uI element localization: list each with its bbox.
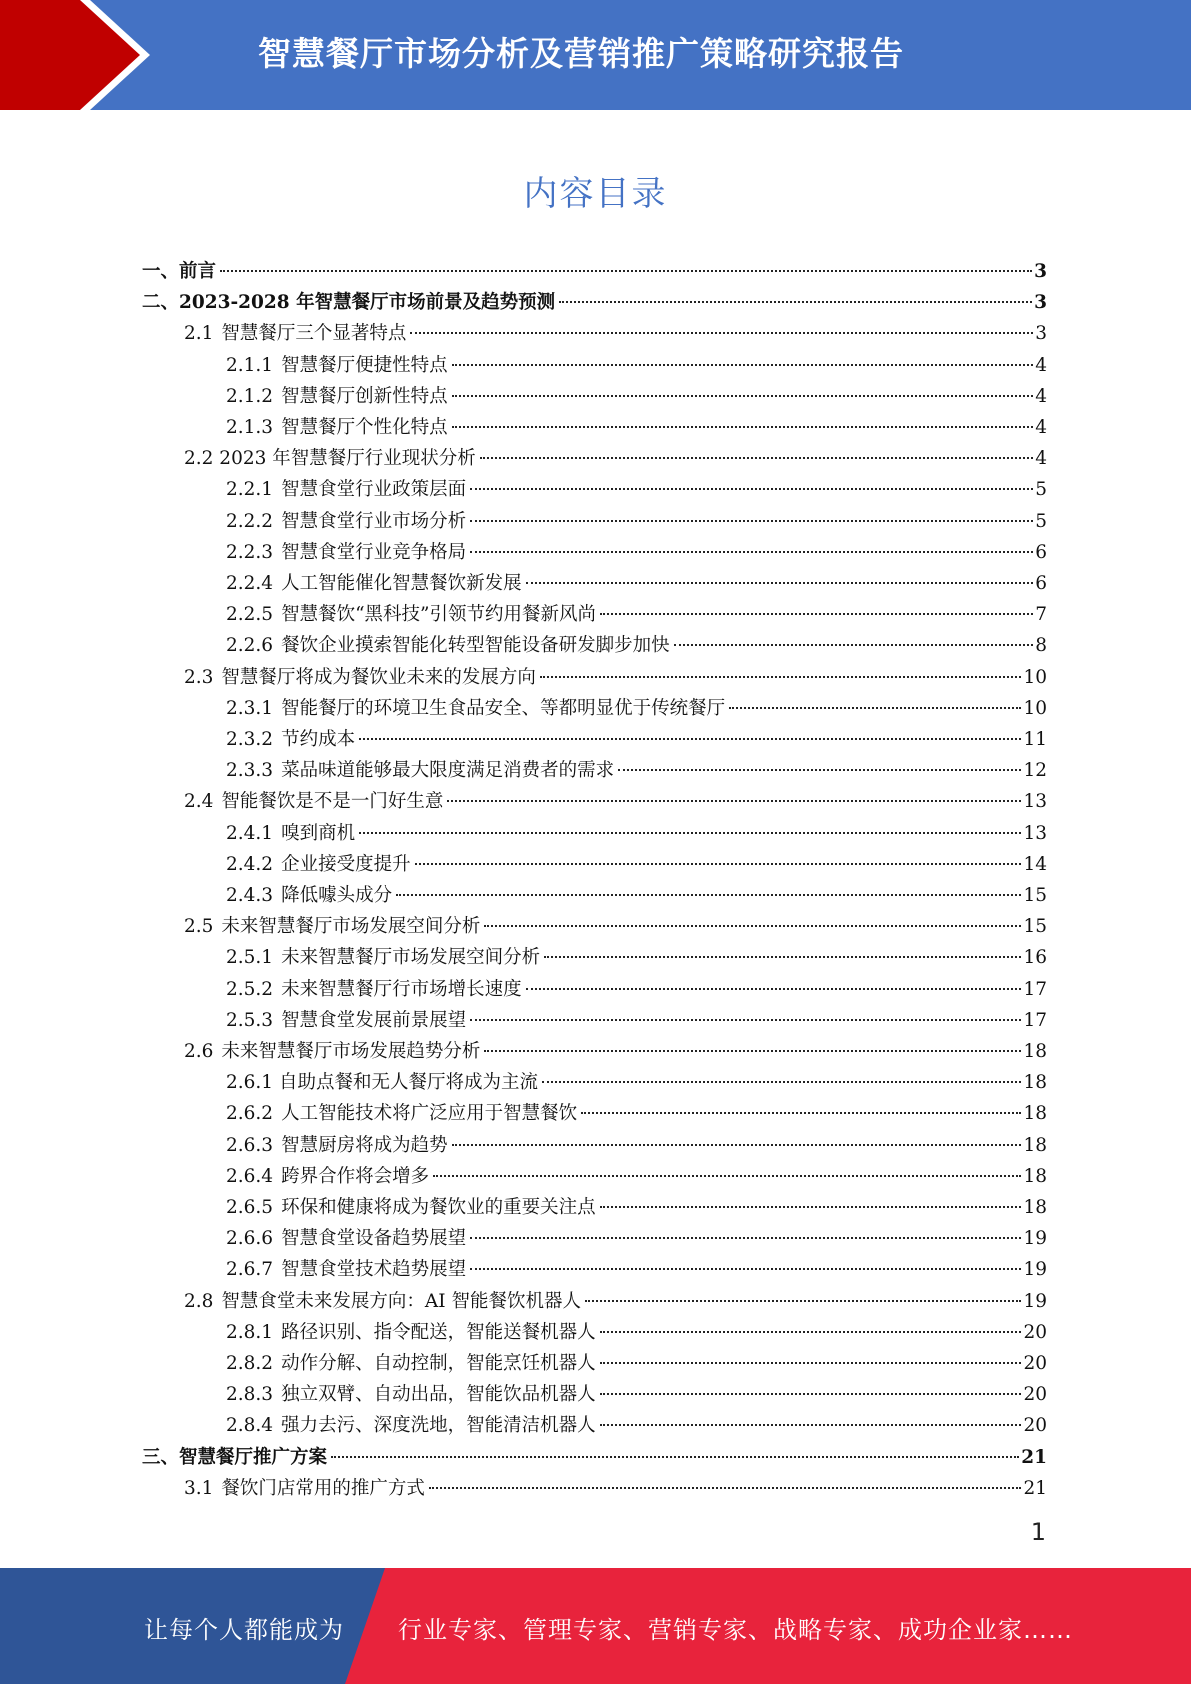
dot-leader bbox=[729, 707, 1021, 709]
toc-entry-number: 2.6.3 bbox=[226, 1134, 274, 1156]
toc-entry[interactable] bbox=[226, 412, 1047, 443]
toc-entry-number: 2.4.2 bbox=[226, 853, 274, 875]
toc-entry-number: 2.4.3 bbox=[226, 885, 274, 906]
toc-entry-number: 2.5.2 bbox=[226, 978, 274, 1000]
toc-entry-title: 智慧食堂行业竞争格局 bbox=[281, 541, 467, 563]
toc-entry-title: 未来智慧餐厅市场发展空间分析 bbox=[281, 947, 541, 969]
toc-entry[interactable] bbox=[226, 1005, 1047, 1036]
toc-entry[interactable] bbox=[226, 1067, 1047, 1098]
dot-leader bbox=[452, 395, 1034, 397]
toc-entry-page: 10 bbox=[1023, 666, 1047, 688]
report-title: 智慧餐厅市场分析及营销推广策略研究报告 bbox=[258, 34, 904, 73]
toc-entry-number: 2.5.3 bbox=[226, 1009, 274, 1031]
toc-entry-title: 强力去污、深度洗地，智能清洁机器人 bbox=[281, 1415, 596, 1437]
toc-entry[interactable] bbox=[226, 599, 1047, 630]
toc-entry-number: 2.3.2 bbox=[226, 729, 274, 750]
toc-entry-number: 2.8 bbox=[184, 1290, 214, 1312]
dot-leader bbox=[618, 769, 1021, 771]
toc-entry-title: 智慧食堂行业政策层面 bbox=[281, 479, 467, 501]
toc-entry-number: 2.8.1 bbox=[226, 1321, 274, 1343]
toc-entry-page: 21 bbox=[1023, 1477, 1047, 1499]
footer-slogan-left: 让每个人都能成为 bbox=[144, 1616, 344, 1644]
toc-entry-title: 智慧餐厅个性化特点 bbox=[281, 417, 448, 438]
toc-entry-page: 13 bbox=[1023, 822, 1047, 844]
dot-leader bbox=[480, 457, 1033, 459]
dot-leader bbox=[600, 1331, 1022, 1333]
toc-entry-page: 18 bbox=[1023, 1041, 1047, 1062]
toc-entry-number: 2.2.1 bbox=[226, 479, 274, 501]
toc-entry-page: 17 bbox=[1023, 1009, 1047, 1031]
toc-entry-page: 6 bbox=[1035, 573, 1047, 594]
toc-entry[interactable] bbox=[226, 974, 1047, 1005]
toc-entry-title: 未来智慧餐厅市场发展空间分析 bbox=[221, 916, 481, 938]
toc-entry-page: 4 bbox=[1035, 354, 1047, 376]
dot-leader bbox=[470, 1019, 1021, 1021]
toc-entry-number: 2.8.3 bbox=[226, 1384, 274, 1406]
toc-entry[interactable] bbox=[226, 880, 1047, 911]
toc-entry-title: 企业接受度提升 bbox=[281, 853, 411, 875]
toc-entry-page: 19 bbox=[1023, 1290, 1047, 1312]
toc-entry[interactable] bbox=[184, 786, 1047, 817]
toc-entry-page: 3 bbox=[1035, 323, 1047, 345]
footer-slogan-right: 行业专家、管理专家、营销专家、战略专家、成功企业家…… bbox=[398, 1616, 1073, 1644]
dot-leader bbox=[359, 738, 1021, 740]
dot-leader bbox=[542, 1081, 1021, 1083]
dot-leader bbox=[470, 488, 1033, 490]
dot-leader bbox=[559, 301, 1032, 303]
toc-entry-page: 8 bbox=[1035, 635, 1047, 657]
toc-entry-title: 未来智慧餐厅行市场增长速度 bbox=[281, 978, 522, 1000]
dot-leader bbox=[433, 1175, 1021, 1177]
toc-entry-title: 独立双臂、自动出品，智能饮品机器人 bbox=[281, 1384, 596, 1406]
toc-entry-page: 3 bbox=[1034, 292, 1047, 314]
dot-leader bbox=[452, 364, 1034, 366]
toc-entry[interactable] bbox=[226, 568, 1047, 599]
toc-entry[interactable] bbox=[226, 506, 1047, 537]
toc-entry-title: 人工智能催化智慧餐饮新发展 bbox=[281, 573, 522, 594]
toc-entry[interactable] bbox=[226, 474, 1047, 505]
toc-entry-page: 20 bbox=[1023, 1384, 1047, 1406]
toc-heading: 内容目录 bbox=[523, 174, 668, 214]
toc-entry[interactable] bbox=[226, 381, 1047, 412]
toc-entry-number: 2.3 bbox=[184, 666, 214, 688]
toc-entry-page: 4 bbox=[1035, 385, 1047, 407]
toc-entry-page: 15 bbox=[1023, 916, 1047, 938]
toc-entry-title: 智慧餐饮“黑科技”引领节约用餐新风尚 bbox=[281, 604, 596, 626]
toc-entry-title: 三、智慧餐厅推广方案 bbox=[142, 1446, 328, 1468]
toc-entry-number: 2.2.5 bbox=[226, 604, 274, 626]
toc-entry-number: 2.2.6 bbox=[226, 635, 274, 657]
toc-entry[interactable] bbox=[226, 537, 1047, 568]
dot-leader bbox=[600, 1362, 1022, 1364]
toc-entry[interactable] bbox=[226, 1379, 1047, 1410]
toc-entry-page: 3 bbox=[1034, 261, 1047, 282]
toc-entry[interactable] bbox=[184, 911, 1047, 942]
toc-entry-number: 2.6.7 bbox=[226, 1259, 274, 1281]
toc-entry-page: 5 bbox=[1035, 479, 1047, 501]
dot-leader bbox=[220, 270, 1032, 272]
toc-entry[interactable] bbox=[226, 818, 1047, 849]
arrow-chevron-icon bbox=[0, 0, 160, 110]
footer-banner bbox=[0, 1568, 1191, 1684]
toc-entry[interactable] bbox=[184, 1473, 1047, 1504]
toc-entry-number: 2.6.6 bbox=[226, 1228, 274, 1250]
dot-leader bbox=[470, 551, 1033, 553]
toc-entry-number: 2.1.3 bbox=[226, 417, 274, 438]
toc-entry-title: 智慧餐厅便捷性特点 bbox=[281, 354, 448, 376]
toc-entry-number: 2.5 bbox=[184, 916, 214, 938]
toc-entry-title: 降低噱头成分 bbox=[281, 885, 393, 906]
toc-entry-page: 19 bbox=[1023, 1259, 1047, 1281]
toc-entry-number: 2.4 bbox=[184, 791, 214, 813]
dot-leader bbox=[600, 1424, 1022, 1426]
toc-entry-number: 2.6 bbox=[184, 1041, 214, 1062]
page-number: 1 bbox=[1030, 1518, 1046, 1546]
toc-entry-number: 2.1.2 bbox=[226, 385, 274, 407]
toc-entry-title: 嗅到商机 bbox=[281, 822, 356, 844]
toc-entry-number: 2.2.2 bbox=[226, 510, 274, 532]
dot-leader bbox=[581, 1112, 1021, 1114]
toc-entry-page: 7 bbox=[1035, 604, 1047, 626]
dot-leader bbox=[600, 613, 1033, 615]
toc-entry-number: 2.5.1 bbox=[226, 947, 274, 969]
toc-entry-number: 2.3.3 bbox=[226, 760, 274, 782]
dot-leader bbox=[526, 582, 1034, 584]
toc-entry[interactable] bbox=[226, 1223, 1047, 1254]
toc-entry-page: 6 bbox=[1035, 541, 1047, 563]
toc-entry-title: 智慧餐厅将成为餐饮业未来的发展方向 bbox=[221, 666, 536, 688]
toc-entry-page: 10 bbox=[1023, 697, 1047, 719]
dot-leader bbox=[470, 1268, 1021, 1270]
dot-leader bbox=[415, 863, 1022, 865]
toc-entry-page: 18 bbox=[1023, 1072, 1047, 1094]
toc-entry-page: 12 bbox=[1023, 760, 1047, 782]
toc-entry-title: 2.6.1 自助点餐和无人餐厅将成为主流 bbox=[226, 1072, 538, 1094]
toc-entry-page: 21 bbox=[1021, 1446, 1047, 1468]
toc-entry[interactable] bbox=[184, 443, 1047, 474]
toc-entry[interactable] bbox=[226, 1130, 1047, 1161]
toc-entry-title: 餐饮门店常用的推广方式 bbox=[221, 1477, 425, 1499]
toc-entry[interactable] bbox=[226, 1161, 1047, 1192]
dot-leader bbox=[544, 956, 1021, 958]
toc-entry-number: 2.6.2 bbox=[226, 1103, 274, 1125]
toc-entry-number: 2.2.3 bbox=[226, 541, 274, 563]
toc-entry[interactable] bbox=[226, 1317, 1047, 1348]
toc-entry-title: 动作分解、自动控制，智能烹饪机器人 bbox=[281, 1353, 596, 1374]
toc-entry-page: 4 bbox=[1035, 448, 1047, 470]
toc-entry-page: 18 bbox=[1023, 1134, 1047, 1156]
toc-entry-page: 16 bbox=[1023, 947, 1047, 969]
toc-entry[interactable] bbox=[226, 1254, 1047, 1285]
toc-entry-page: 20 bbox=[1023, 1321, 1047, 1343]
toc-entry-title: 未来智慧餐厅市场发展趋势分析 bbox=[221, 1041, 481, 1062]
toc-entry-title: 智能餐饮是不是一门好生意 bbox=[221, 791, 444, 813]
toc-entry-number: 2.8.2 bbox=[226, 1353, 274, 1374]
toc-entry-title: 环保和健康将成为餐饮业的重要关注点 bbox=[281, 1197, 596, 1218]
toc-entry-number: 2.6.5 bbox=[226, 1197, 274, 1218]
toc-entry-page: 18 bbox=[1023, 1103, 1047, 1125]
dot-leader bbox=[526, 988, 1022, 990]
toc-entry-page: 20 bbox=[1023, 1353, 1047, 1374]
toc-entry[interactable] bbox=[226, 1192, 1047, 1223]
toc-entry-title: 菜品味道能够最大限度满足消费者的需求 bbox=[281, 760, 615, 782]
toc-entry[interactable] bbox=[226, 755, 1047, 786]
dot-leader bbox=[600, 1206, 1022, 1208]
toc-entry-number: 2.1.1 bbox=[226, 354, 274, 376]
toc-entry-title: 智慧食堂技术趋势展望 bbox=[281, 1259, 467, 1281]
toc-entry-page: 13 bbox=[1023, 791, 1047, 813]
toc-entry-number: 2.3.1 bbox=[226, 697, 274, 719]
toc-entry-page: 17 bbox=[1023, 978, 1047, 1000]
toc-entry[interactable] bbox=[142, 1442, 1047, 1473]
toc-entry[interactable] bbox=[226, 849, 1047, 880]
toc-entry-page: 20 bbox=[1023, 1415, 1047, 1437]
dot-leader bbox=[429, 1487, 1022, 1489]
dot-leader bbox=[396, 894, 1021, 896]
toc-entry[interactable] bbox=[184, 1286, 1047, 1317]
dot-leader bbox=[674, 644, 1034, 646]
toc-entry-title: 智慧食堂设备趋势展望 bbox=[281, 1228, 467, 1250]
toc-entry-title: 二、2023-2028 年智慧餐厅市场前景及趋势预测 bbox=[142, 292, 556, 314]
toc-entry[interactable] bbox=[226, 1410, 1047, 1441]
toc-entry-number: 2.2.4 bbox=[226, 573, 274, 594]
dot-leader bbox=[540, 676, 1022, 678]
toc-entry-title: 智慧食堂行业市场分析 bbox=[281, 510, 467, 532]
dot-leader bbox=[470, 520, 1033, 522]
toc-entry-title: 餐饮企业摸索智能化转型智能设备研发脚步加快 bbox=[281, 635, 670, 657]
toc-entry-page: 5 bbox=[1035, 510, 1047, 532]
toc-entry-page: 14 bbox=[1023, 853, 1047, 875]
toc-entry-title: 智能餐厅的环境卫生食品安全、等都明显优于传统餐厅 bbox=[281, 697, 726, 719]
header-banner bbox=[0, 0, 1191, 110]
dot-leader bbox=[484, 1050, 1021, 1052]
toc-entry[interactable] bbox=[226, 350, 1047, 381]
dot-leader bbox=[452, 1144, 1022, 1146]
toc-entry-number: 2.8.4 bbox=[226, 1415, 274, 1437]
dot-leader bbox=[410, 332, 1033, 334]
toc-entry-page: 18 bbox=[1023, 1165, 1047, 1187]
dot-leader bbox=[331, 1456, 1019, 1458]
dot-leader bbox=[600, 1393, 1022, 1395]
toc-entry-number: 2.4.1 bbox=[226, 822, 274, 844]
toc-entry-title: 智慧食堂未来发展方向：AI 智能餐饮机器人 bbox=[221, 1290, 581, 1312]
toc-entry-page: 18 bbox=[1023, 1197, 1047, 1218]
toc-entry-title: 一、前言 bbox=[142, 261, 217, 282]
dot-leader bbox=[585, 1300, 1021, 1302]
toc-entry-title: 人工智能技术将广泛应用于智慧餐饮 bbox=[281, 1103, 578, 1125]
toc-entry[interactable] bbox=[226, 1348, 1047, 1379]
toc-entry-page: 11 bbox=[1023, 729, 1047, 750]
dot-leader bbox=[447, 800, 1021, 802]
toc-entry[interactable] bbox=[142, 256, 1047, 287]
toc-entry-page: 4 bbox=[1035, 417, 1047, 438]
toc-entry-title: 跨界合作将会增多 bbox=[281, 1165, 430, 1187]
toc-entry-page: 19 bbox=[1023, 1228, 1047, 1250]
toc-entry[interactable] bbox=[184, 318, 1047, 349]
dot-leader bbox=[359, 832, 1021, 834]
toc-entry[interactable] bbox=[226, 1098, 1047, 1129]
dot-leader bbox=[484, 925, 1021, 927]
toc-entry-number: 2.1 bbox=[184, 323, 214, 345]
toc-entry-title: 智慧厨房将成为趋势 bbox=[281, 1134, 448, 1156]
toc-entry-title: 2.2 2023 年智慧餐厅行业现状分析 bbox=[184, 448, 476, 470]
toc-entry[interactable] bbox=[184, 662, 1047, 693]
toc-entry[interactable] bbox=[226, 693, 1047, 724]
toc-entry-title: 路径识别、指令配送，智能送餐机器人 bbox=[281, 1321, 596, 1343]
toc-entry-title: 智慧餐厅创新性特点 bbox=[281, 385, 448, 407]
toc-entry-number: 3.1 bbox=[184, 1477, 214, 1499]
toc-entry[interactable] bbox=[226, 942, 1047, 973]
toc-entry-number: 2.6.4 bbox=[226, 1165, 274, 1187]
toc-entry[interactable] bbox=[226, 724, 1047, 755]
dot-leader bbox=[470, 1237, 1021, 1239]
toc-entry-title: 智慧餐厅三个显著特点 bbox=[221, 323, 407, 345]
dot-leader bbox=[452, 426, 1034, 428]
toc-entry-title: 智慧食堂发展前景展望 bbox=[281, 1009, 467, 1031]
toc-entry[interactable] bbox=[184, 1036, 1047, 1067]
toc-entry[interactable] bbox=[142, 287, 1047, 318]
toc-entry[interactable] bbox=[226, 630, 1047, 661]
toc-entry-title: 节约成本 bbox=[281, 729, 356, 750]
toc-entry-page: 15 bbox=[1023, 885, 1047, 906]
